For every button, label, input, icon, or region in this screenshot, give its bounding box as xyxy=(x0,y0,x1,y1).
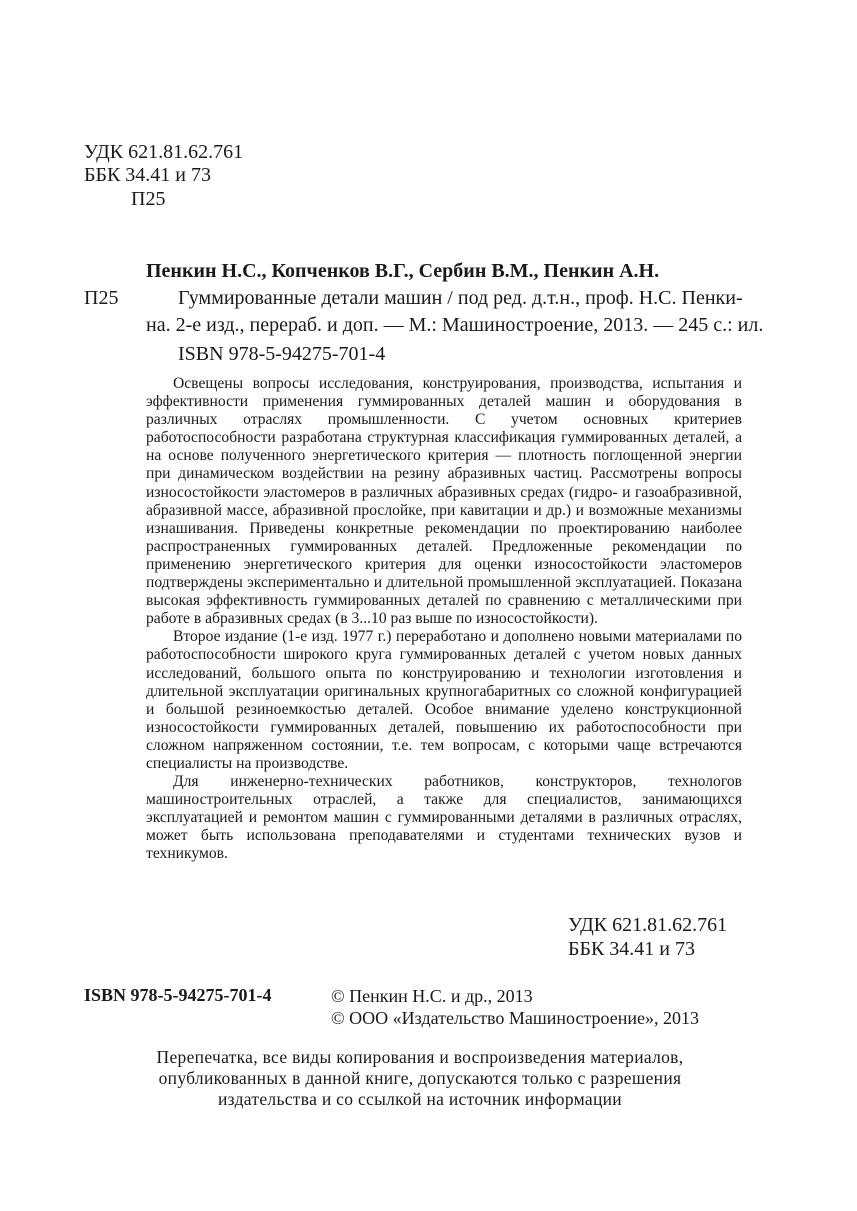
bbk-code-top: ББК 34.41 и 73 xyxy=(84,164,212,186)
author-mark: П25 xyxy=(84,287,119,309)
biblio-isbn: ISBN 978-5-94275-701-4 xyxy=(178,343,386,365)
annotation-paragraph-2: Второе издание (1-е изд. 1977 г.) переработано и дополнено новыми материалами по работоспособности широкого круга гуммированных деталей с учетом новых данных исследований, большого опыта по конструированию и технологии изготовления и длительной эксплуатации оригинальных крупногабаритных со сложной конфигурацией и большой резиноемкостью деталей. Особое внимание уделено конструкционной износостойкости гуммированных деталей, повышению их работоспособности при сложном напряженном состоянии, т.е. тем вопросам, с которыми чаще встречаются специалисты на производстве. xyxy=(146,628,742,772)
biblio-line-1: Гуммированные детали машин / под ред. д.т.н., проф. Н.С. Пенки- xyxy=(178,287,743,309)
annotation xyxy=(146,375,742,864)
annotation-paragraph-3: Для инженерно-технических работников, конструкторов, технологов машиностроительных отраслей, а также для специалистов, занимающихся эксплуатацией и ремонтом машин с гуммированными деталями в различных отраслях, может быть использована преподавателями и студентами технических вузов и техникумов. xyxy=(146,773,742,863)
reprint-notice xyxy=(80,1047,760,1110)
notice-line-1: Перепечатка, все виды копирования и воспроизведения материалов, xyxy=(156,1047,684,1067)
biblio-line-2: на. 2-е изд., перераб. и доп. — М.: Машиностроение, 2013. — 245 с.: ил. xyxy=(146,314,764,336)
copyright-line-2: © ООО «Издательство Машиностроение», 2013 xyxy=(331,1008,700,1028)
copyright-line-1: © Пенкин Н.С. и др., 2013 xyxy=(331,986,533,1006)
notice-line-2: опубликованных в данной книге, допускаются только с разрешения xyxy=(158,1068,682,1088)
isbn-bold: ISBN 978-5-94275-701-4 xyxy=(84,985,272,1005)
author-mark-top: П25 xyxy=(131,188,166,210)
annotation-paragraph-1: Освещены вопросы исследования, конструирования, производства, испытания и эффективности применения гуммированных деталей машин и оборудования в различных отраслях промышленности. С учетом основных критериев работоспособности разработана структурная классификация гуммированных деталей, а на основе полученного энергетического критерия — плотность поглощенной энергии при динамическом воздействии на резину абразивных частиц. Рассмотрены вопросы износостойкости эластомеров в различных абразивных средах (гидро- и газоабразивной, абразивной массе, абразивной прослойке, при кавитации и др.) и возможные механизмы изнашивания. Приведены конкретные рекомендации по проектированию наиболее распространенных гуммированных деталей. Предложенные рекомендации по применению энергетического критерия для оценки износостойкости эластомеров подтверждены экспериментально и длительной промышленной эксплуатацией. Показана высокая эффективность гуммированных деталей по сравнению с металлическими при работе в абразивных средах (в 3...10 раз выше по износостойкости). xyxy=(146,375,742,628)
udk-code-bottom: УДК 621.81.62.761 xyxy=(568,914,728,936)
bbk-code-bottom: ББК 34.41 и 73 xyxy=(568,938,696,960)
notice-line-3: издательства и со ссылкой на источник информации xyxy=(218,1089,622,1109)
udk-code-top: УДК 621.81.62.761 xyxy=(84,141,244,163)
authors-line: Пенкин Н.С., Копченков В.Г., Сербин В.М., Пенкин А.Н. xyxy=(146,260,660,282)
